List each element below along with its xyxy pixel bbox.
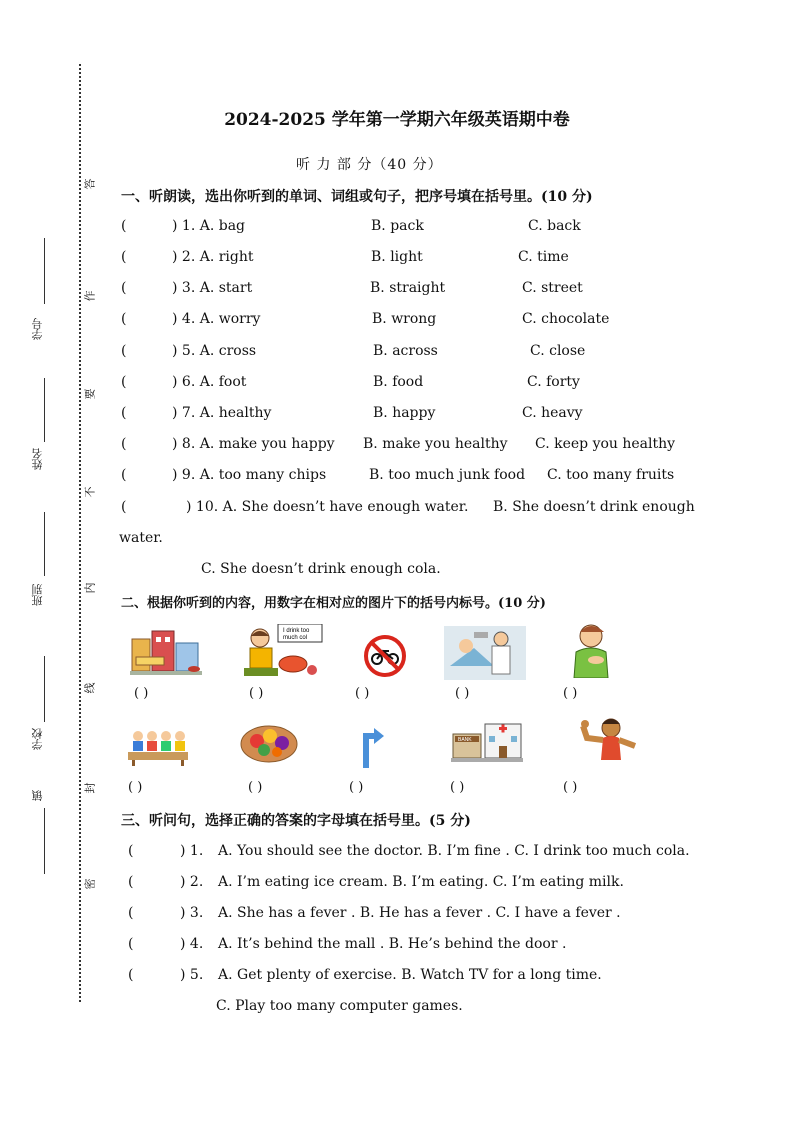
svg-text:BANK: BANK [458, 737, 472, 743]
name-label: 姓名 [31, 448, 44, 470]
q2-option-a: ) 2. A. right [172, 249, 254, 265]
q3-option-b: B. straight [370, 280, 446, 296]
s3-q5-option-c: C. Play too many computer games. [216, 998, 463, 1014]
picture-4-answer[interactable]: ( ) [455, 686, 470, 701]
paren-open: ( [121, 280, 127, 296]
q9-option-a: ) 9. A. too many chips [172, 467, 327, 483]
no-cycling-sign-icon [362, 634, 408, 678]
s3-q4-number: ) 4. [180, 936, 204, 952]
town-buildings-picture [130, 627, 202, 677]
class-blank[interactable] [44, 512, 45, 576]
picture-6-answer[interactable]: ( ) [128, 780, 143, 795]
q8-option-a: ) 8. A. make you happy [172, 436, 335, 452]
q4-option-b: B. wrong [372, 311, 437, 327]
binding-dotted-line [79, 64, 81, 1002]
turn-right-sign-icon [358, 720, 388, 770]
picture-7-answer[interactable]: ( ) [248, 780, 263, 795]
section-subtitle: 听 力 部 分（40 分） [296, 157, 443, 173]
fruit-bowl-picture [240, 720, 298, 764]
s3-q2-number: ) 2. [180, 874, 204, 890]
s3-q3-options: A. She has a fever . B. He has a fever . C. I have a fever . [218, 905, 621, 921]
school-label: 学校 [31, 728, 44, 750]
q1-option-c: C. back [528, 218, 581, 234]
picture-8-answer[interactable]: ( ) [349, 780, 364, 795]
section3-heading: 三、听问句，选择正确的答案的字母填在括号里。(5 分) [121, 813, 471, 829]
q6-option-c: C. forty [527, 374, 580, 390]
q2-option-c: C. time [518, 249, 569, 265]
seal-char: 内 [83, 582, 97, 594]
paren-open: ( [121, 249, 127, 265]
s3-q3-number: ) 3. [180, 905, 204, 921]
paren-open: ( [121, 311, 127, 327]
q8-option-c: C. keep you healthy [535, 436, 676, 452]
picture-3-answer[interactable]: ( ) [355, 686, 370, 701]
paren-open: ( [128, 936, 134, 952]
q9-option-c: C. too many fruits [547, 467, 675, 483]
paren-open: ( [128, 874, 134, 890]
strong-man-picture [577, 716, 645, 760]
paren-open: ( [121, 218, 127, 234]
town-blank[interactable] [44, 808, 45, 874]
q4-option-a: ) 4. A. worry [172, 311, 261, 327]
seal-char: 作 [83, 290, 97, 302]
s3-q1-number: ) 1. [180, 843, 204, 859]
paren-open: ( [128, 905, 134, 921]
paren-open: ( [121, 374, 127, 390]
picture-1-answer[interactable]: ( ) [134, 686, 149, 701]
paren-open: ( [128, 967, 134, 983]
paren-open: ( [121, 499, 127, 515]
paren-open: ( [121, 436, 127, 452]
picture-10-answer[interactable]: ( ) [563, 780, 578, 795]
paren-open: ( [121, 467, 127, 483]
s3-q2-options: A. I’m eating ice cream. B. I’m eating. C. I’m eating milk. [218, 874, 624, 890]
boy-eating-picture [238, 624, 324, 680]
q5-option-c: C. close [530, 343, 586, 359]
q3-option-c: C. street [522, 280, 583, 296]
paren-open: ( [121, 405, 127, 421]
paren-open: ( [128, 843, 134, 859]
seal-char: 答 [83, 178, 97, 190]
name-blank[interactable] [44, 378, 45, 442]
class-label: 班别 [31, 584, 44, 606]
student-id-blank[interactable] [44, 238, 45, 304]
seal-char: 要 [83, 388, 97, 400]
q9-option-b: B. too much junk food [369, 467, 526, 483]
section2-heading: 二、根据你听到的内容，用数字在相对应的图片下的括号内标号。(10 分) [121, 596, 546, 611]
picture-2-answer[interactable]: ( ) [249, 686, 264, 701]
q5-option-a: ) 5. A. cross [172, 343, 257, 359]
dentist-picture [444, 626, 526, 680]
s3-q5-number: ) 5. [180, 967, 204, 983]
s3-q4-options: A. It’s behind the mall . B. He’s behind the door . [218, 936, 567, 952]
children-at-table-picture [128, 726, 188, 766]
svg-text:much col: much col [283, 635, 308, 641]
q1-option-a: ) 1. A. bag [172, 218, 246, 234]
seal-char: 线 [83, 682, 97, 694]
paren-open: ( [121, 343, 127, 359]
q10-option-a: ) 10. A. She doesn’t have enough water. [186, 499, 469, 515]
picture-9-answer[interactable]: ( ) [450, 780, 465, 795]
s3-q5-options: A. Get plenty of exercise. B. Watch TV for a long time. [218, 967, 602, 983]
q6-option-a: ) 6. A. foot [172, 374, 247, 390]
seal-char: 封 [83, 782, 97, 794]
q5-option-b: B. across [373, 343, 438, 359]
q7-option-b: B. happy [373, 405, 436, 421]
town-label: 镇 [31, 790, 44, 801]
q10-option-b-cont: water. [119, 530, 163, 546]
q7-option-c: C. heavy [522, 405, 583, 421]
q4-option-c: C. chocolate [522, 311, 610, 327]
seal-char: 不 [83, 486, 97, 498]
school-blank[interactable] [44, 656, 45, 722]
q1-option-b: B. pack [371, 218, 424, 234]
seal-char: 密 [83, 878, 97, 890]
page-title: 2024-2025 学年第一学期六年级英语期中卷 [224, 110, 570, 130]
q2-option-b: B. light [371, 249, 423, 265]
q7-option-a: ) 7. A. healthy [172, 405, 272, 421]
q8-option-b: B. make you healthy [363, 436, 508, 452]
q10-option-c: C. She doesn’t drink enough cola. [201, 561, 441, 577]
q6-option-b: B. food [373, 374, 424, 390]
bank-and-hospital-picture [451, 720, 523, 762]
section1-heading: 一、听朗读，选出你听到的单词、词组或句子，把序号填在括号里。(10 分) [121, 189, 593, 205]
s3-q1-options: A. You should see the doctor. B. I’m fine . C. I drink too much cola. [218, 843, 690, 859]
picture-5-answer[interactable]: ( ) [563, 686, 578, 701]
student-id-label: 学号 [31, 318, 44, 340]
boy-with-stomachache-picture [566, 622, 616, 678]
q10-option-b: B. She doesn’t drink enough [493, 499, 695, 515]
q3-option-a: ) 3. A. start [172, 280, 253, 296]
speech-bubble-text: I drink too [283, 628, 310, 634]
